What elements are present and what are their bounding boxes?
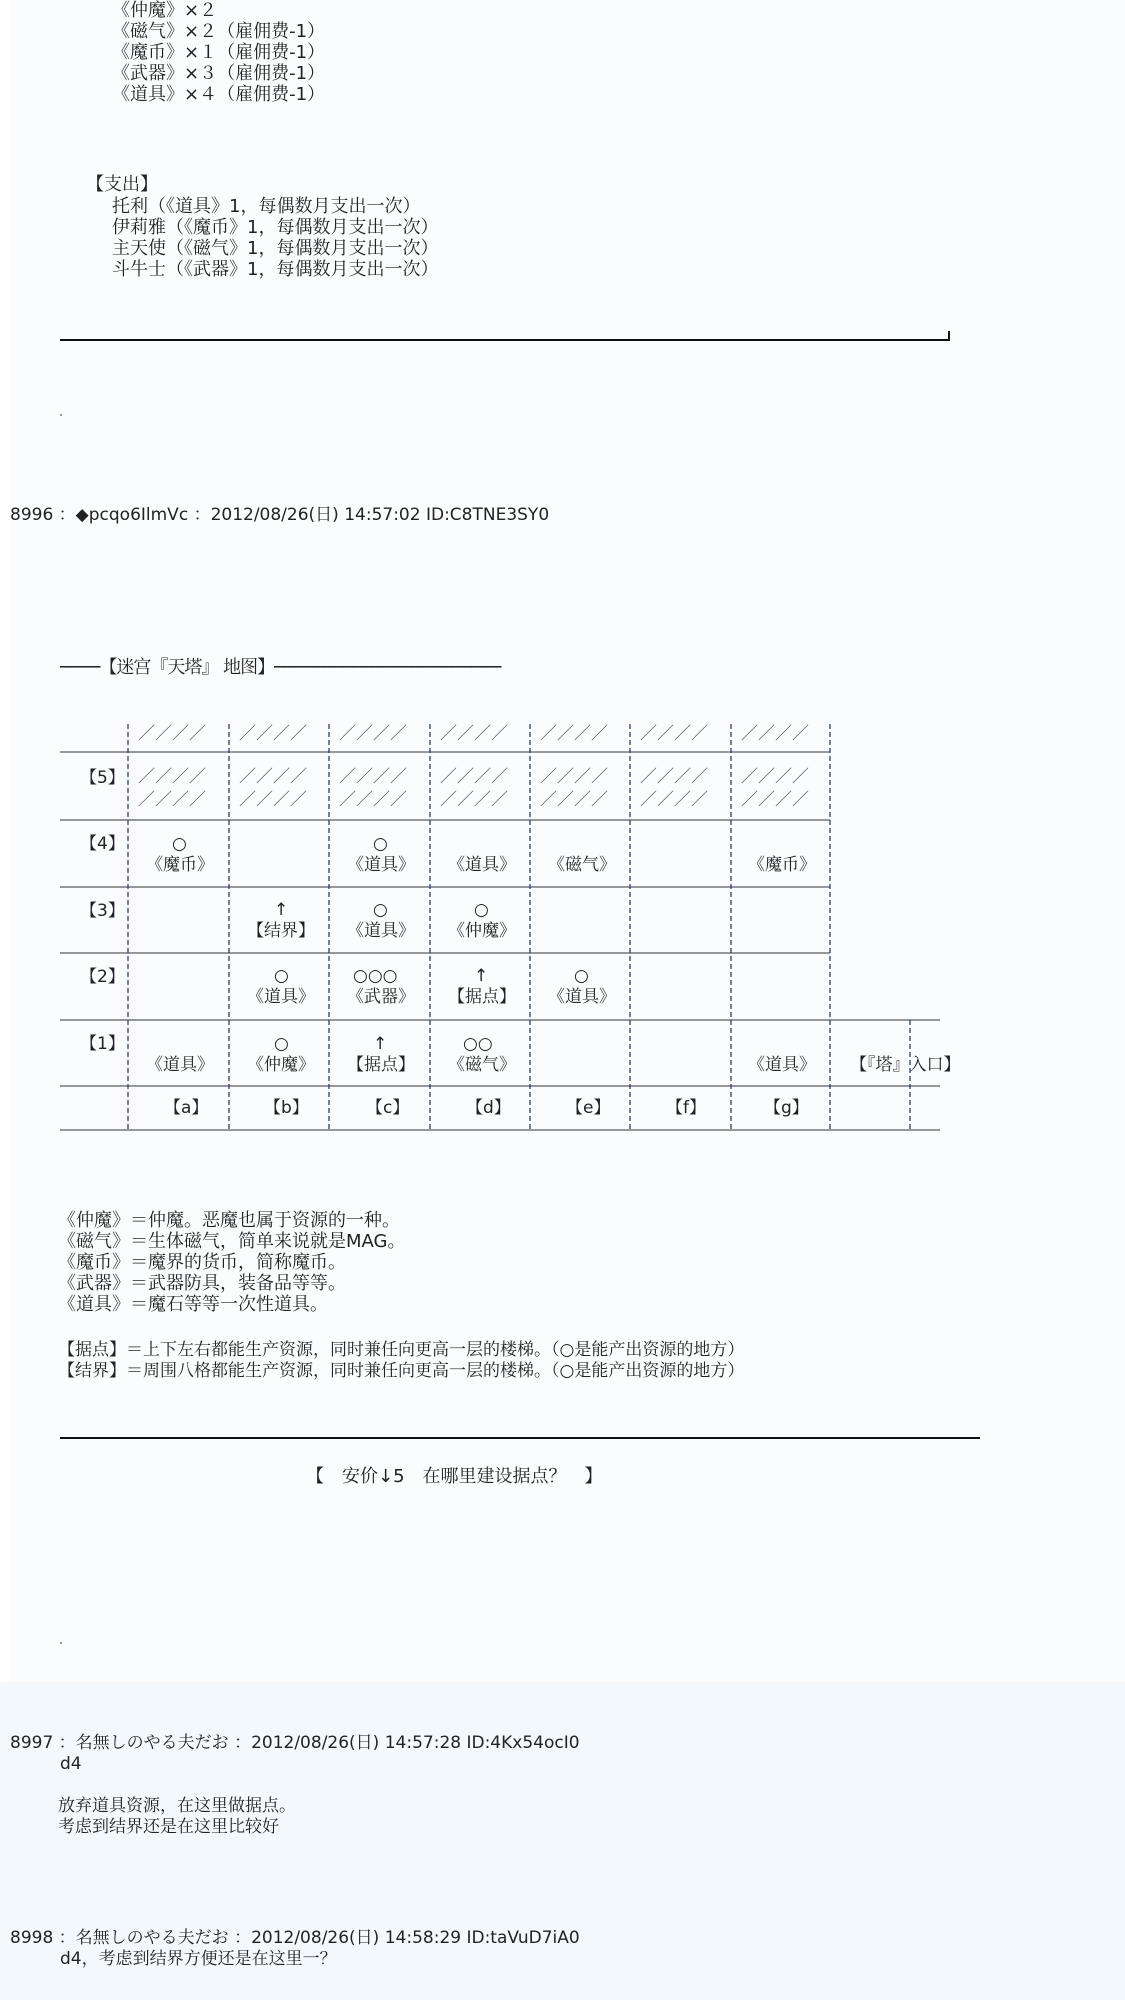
cell-label: 《仲魔》 bbox=[448, 921, 516, 941]
post-header: 8997 ：名無しのやる夫だお ：2012/08/26(日) 14:57:28 ID:4Kx54ocI0 bbox=[10, 1733, 580, 1753]
list-row: 《武器》×３（雇佣费-1） bbox=[112, 63, 326, 84]
cell-icon: ↑ bbox=[274, 900, 289, 920]
hatch-cell: ／／／／ bbox=[138, 724, 206, 744]
hatch-cell: ／／／／ bbox=[239, 790, 307, 810]
post-header: 8996 ：◆pcqo6IlmVc ：2012/08/26(日) 14:57:02 ID:C8TNE3SY0 bbox=[10, 505, 550, 525]
list-row: 《道具》×４（雇佣费-1） bbox=[112, 84, 326, 105]
hatch-cell: ／／／／ bbox=[440, 767, 508, 787]
cell-label: 《道具》 bbox=[448, 855, 516, 875]
legend-row: 《道具》＝魔石等等一次性道具。 bbox=[58, 1294, 328, 1315]
row-label: 【1】 bbox=[80, 1034, 125, 1054]
cell-label: 【结界】 bbox=[247, 921, 315, 941]
cell-label: 《道具》 bbox=[146, 1055, 214, 1075]
hatch-cell: ／／／／ bbox=[741, 790, 809, 810]
cell-label: 《道具》 bbox=[548, 987, 616, 1007]
map-title: ────【迷宫『天塔』 地图】─────────────────────── bbox=[60, 657, 501, 678]
col-label: 【c】 bbox=[366, 1098, 410, 1118]
hatch-cell: ／／／／ bbox=[440, 790, 508, 810]
cell-label: 《磁气》 bbox=[448, 1055, 516, 1075]
expense-row: 主天使（《磁气》1，每偶数月支出一次） bbox=[112, 238, 439, 259]
cell-icon: ○ bbox=[274, 1034, 289, 1054]
cell-icon: ○ bbox=[574, 966, 589, 986]
hatch-cell: ／／／／ bbox=[138, 790, 206, 810]
hatch-cell: ／／／／ bbox=[138, 767, 206, 787]
cell-label: 《魔币》 bbox=[748, 855, 816, 875]
cell-icon: ○ bbox=[474, 900, 489, 920]
row-label: 【2】 bbox=[80, 967, 125, 987]
cell-label: 《仲魔》 bbox=[247, 1055, 315, 1075]
hatch-cell: ／／／／ bbox=[339, 767, 407, 787]
post-line: 考虑到结界还是在这里比较好 bbox=[58, 1817, 279, 1837]
hatch-cell: ／／／／ bbox=[440, 724, 508, 744]
cell-label: 《道具》 bbox=[347, 855, 415, 875]
hatch-cell: ／／／／ bbox=[239, 767, 307, 787]
col-label: 【a】 bbox=[164, 1098, 209, 1118]
cell-icon: ○ bbox=[373, 834, 388, 854]
col-label: 【g】 bbox=[764, 1098, 809, 1118]
list-row: 《仲魔》×２ bbox=[112, 0, 218, 21]
note-row: 【结界】＝周围八格都能生产资源，同时兼任向更高一层的楼梯。（○是能产出资源的地方） bbox=[58, 1361, 745, 1381]
cell-label: 《武器》 bbox=[347, 987, 415, 1007]
hatch-cell: ／／／／ bbox=[339, 790, 407, 810]
cell-label: 《磁气》 bbox=[548, 855, 616, 875]
cell-label: 《道具》 bbox=[247, 987, 315, 1007]
legend-row: 《魔币》＝魔界的货币，简称魔币。 bbox=[58, 1252, 346, 1273]
row-label: 【5】 bbox=[80, 768, 125, 788]
post-line: d4 bbox=[60, 1754, 82, 1774]
hatch-cell: ／／／／ bbox=[640, 724, 708, 744]
cell-icon: ○ bbox=[373, 900, 388, 920]
note-row: 【据点】＝上下左右都能生产资源，同时兼任向更高一层的楼梯。（○是能产出资源的地方） bbox=[58, 1340, 745, 1360]
col-label: 【d】 bbox=[466, 1098, 511, 1118]
cell-icon: ↑ bbox=[373, 1034, 388, 1054]
expense-row: 斗牛士（《武器》1，每偶数月支出一次） bbox=[112, 259, 439, 280]
hatch-cell: ／／／／ bbox=[741, 724, 809, 744]
legend-row: 《仲魔》＝仲魔。恶魔也属于资源的一种。 bbox=[58, 1210, 400, 1231]
post-header: 8998 ：名無しのやる夫だお ：2012/08/26(日) 14:58:29 ID:taVuD7iA0 bbox=[10, 1928, 580, 1948]
list-row: 《磁气》×２（雇佣费-1） bbox=[112, 21, 326, 42]
post-line: d4，考虑到结界方便还是在这里一？ bbox=[60, 1949, 337, 1969]
expense-row: 伊莉雅（《魔币》1，每偶数月支出一次） bbox=[112, 217, 439, 238]
col-label: 【b】 bbox=[264, 1098, 309, 1118]
cell-label: 【据点】 bbox=[347, 1055, 415, 1075]
legend-row: 《武器》＝武器防具，装备品等等。 bbox=[58, 1273, 346, 1294]
divider-line bbox=[60, 1437, 980, 1439]
cell-icon: ○○ bbox=[463, 1034, 493, 1054]
hatch-cell: ／／／／ bbox=[540, 790, 608, 810]
hatch-cell: ／／／／ bbox=[640, 767, 708, 787]
legend-row: 《磁气》＝生体磁气，简单来说就是MAG。 bbox=[58, 1231, 406, 1252]
expense-title: 【支出】 bbox=[86, 174, 158, 195]
list-row: 《魔币》×１（雇佣费-1） bbox=[112, 42, 326, 63]
hatch-cell: ／／／／ bbox=[540, 767, 608, 787]
cell-icon: ○ bbox=[274, 966, 289, 986]
row-label: 【4】 bbox=[80, 834, 125, 854]
hatch-cell: ／／／／ bbox=[741, 767, 809, 787]
cell-icon: ○ bbox=[172, 834, 187, 854]
hatch-cell: ／／／／ bbox=[640, 790, 708, 810]
cell-label: 【据点】 bbox=[448, 987, 516, 1007]
cell-label: 《魔币》 bbox=[146, 855, 214, 875]
dot bbox=[60, 1642, 62, 1644]
col-label: 【f】 bbox=[666, 1098, 706, 1118]
col-label: 【e】 bbox=[566, 1098, 611, 1118]
map-entrance: 【『塔』入口】 bbox=[850, 1055, 961, 1075]
expense-row: 托利（《道具》1，每偶数月支出一次） bbox=[112, 196, 421, 217]
row-label: 【3】 bbox=[80, 901, 125, 921]
hatch-cell: ／／／／ bbox=[339, 724, 407, 744]
cell-icon: ○○○ bbox=[353, 966, 398, 986]
cell-label: 《道具》 bbox=[347, 921, 415, 941]
cell-label: 《道具》 bbox=[748, 1055, 816, 1075]
hatch-cell: ／／／／ bbox=[239, 724, 307, 744]
post-line: 放弃道具资源，在这里做据点。 bbox=[58, 1796, 296, 1816]
hatch-cell: ／／／／ bbox=[540, 724, 608, 744]
cell-icon: ↑ bbox=[474, 966, 489, 986]
vote-prompt: 【 安价↓5 在哪里建设据点？ 】 bbox=[306, 1466, 603, 1487]
